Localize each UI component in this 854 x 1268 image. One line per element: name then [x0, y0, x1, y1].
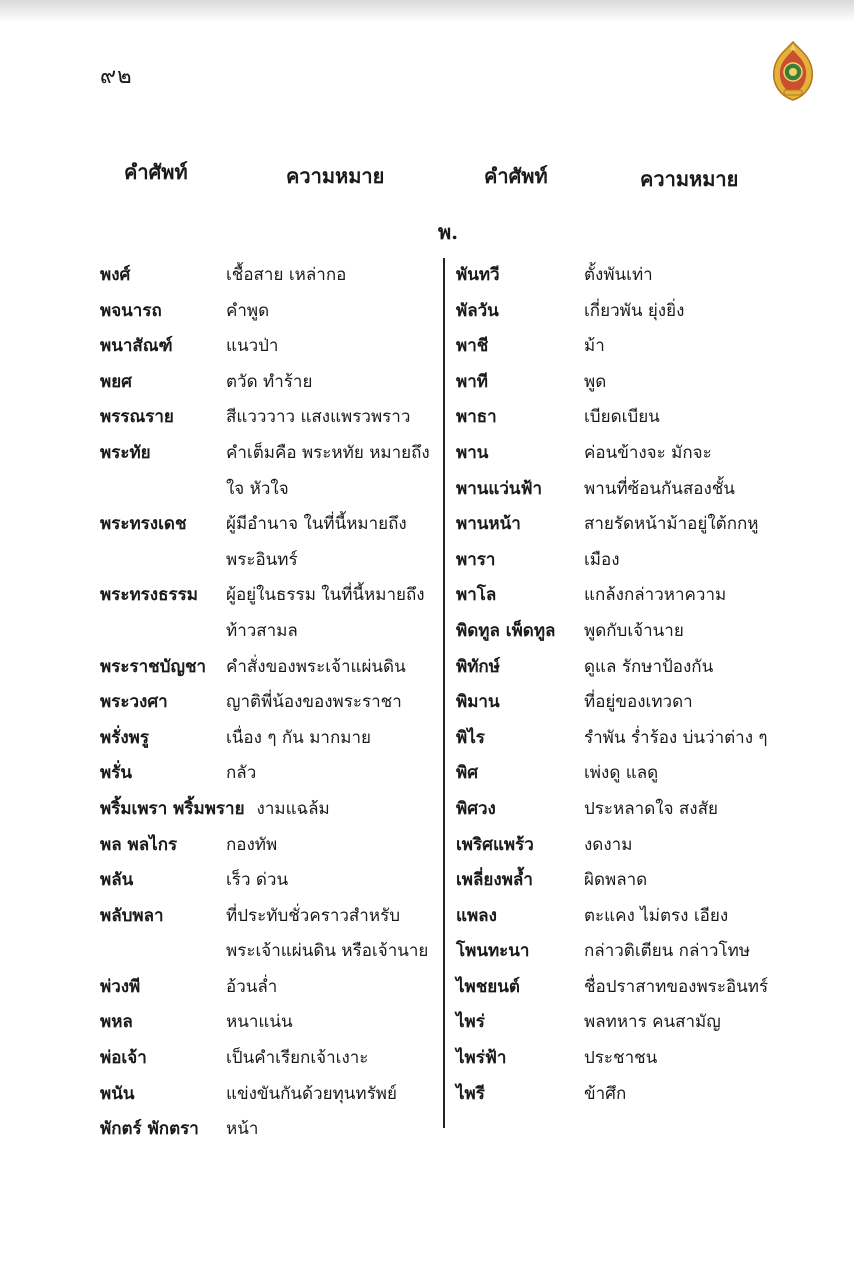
- entry-term: เพลี่ยงพล้ำ: [456, 870, 533, 891]
- entry-definition: ตั้งพันเท่า: [584, 265, 653, 285]
- entry-term: พจนารถ: [100, 300, 162, 321]
- entry-term: พัลวัน: [456, 300, 499, 321]
- entry-definition: คำสั่งของพระเจ้าแผ่นดิน: [226, 656, 406, 677]
- entry-definition: รำพัน ร่ำร้อง บ่นว่าต่าง ๆ: [584, 727, 768, 748]
- entry-definition: ประชาชน: [584, 1048, 658, 1069]
- glossary-entry: [100, 970, 440, 1006]
- entry-term: พระทรงเดช: [100, 514, 187, 535]
- entry-definition: เชื้อสาย เหล่ากอ: [226, 265, 347, 285]
- school-emblem-icon: [770, 40, 816, 102]
- glossary-entry: [100, 1112, 440, 1148]
- entry-term: พิดทูล เพ็ดทูล: [456, 620, 556, 641]
- entry-definition: สีแวววาว แสงแพรวพราว: [226, 407, 411, 428]
- entry-term: พนัน: [100, 1083, 135, 1104]
- left-column: [100, 258, 440, 1148]
- entry-term: พหล: [100, 1012, 133, 1033]
- glossary-entry: [456, 543, 846, 579]
- glossary-entry: [456, 507, 846, 543]
- header-right-term: คำศัพท์: [484, 164, 548, 188]
- header-left-meaning: ความหมาย: [286, 164, 385, 188]
- glossary-entry: [100, 258, 440, 294]
- entry-definition: กล่าวติเตียน กล่าวโทษ: [584, 941, 751, 962]
- glossary-entry: [100, 650, 440, 686]
- entry-definition: คำเต็มคือ พระหทัย หมายถึง: [226, 442, 430, 463]
- entry-definition: เบียดเบียน: [584, 407, 660, 428]
- entry-definition: อ้วนล่ำ: [226, 976, 278, 997]
- glossary-entry: [456, 721, 846, 757]
- entry-term: พารา: [456, 549, 496, 570]
- glossary-entry: [100, 507, 440, 578]
- entry-definition: เร็ว ด่วน: [226, 870, 289, 891]
- entry-definition: สายรัดหน้าม้าอยู่ใต้กกหู: [584, 514, 759, 535]
- entry-term: พิศวง: [456, 798, 496, 819]
- entry-term: พระทรงธรรม: [100, 585, 198, 606]
- entry-definition: พลทหาร คนสามัญ: [584, 1012, 721, 1033]
- glossary-entry: [100, 294, 440, 330]
- entry-term: พริ้มเพรา พริ้มพราย: [100, 798, 245, 819]
- glossary-entry: [100, 756, 440, 792]
- entry-term: พิทักษ์: [456, 656, 500, 677]
- glossary-entry: [100, 578, 440, 649]
- entry-term: พลับพลา: [100, 905, 164, 926]
- entry-definition: ใจ หัวใจ: [226, 478, 289, 499]
- entry-term: พล พลไกร: [100, 834, 178, 855]
- glossary-entry: [100, 1077, 440, 1113]
- entry-term: ไพรี: [456, 1083, 485, 1104]
- entry-definition: คำพูด: [226, 300, 270, 321]
- entry-term: ไพชยนต์: [456, 976, 520, 997]
- entry-definition: เนื่อง ๆ กัน มากมาย: [226, 727, 371, 748]
- entry-definition: พูดกับเจ้านาย: [584, 620, 684, 641]
- entry-term: พนาสัณฑ์: [100, 336, 173, 357]
- entry-term: พานแว่นฟ้า: [456, 478, 543, 499]
- entry-term: พ่อเจ้า: [100, 1048, 147, 1069]
- entry-definition: ชื่อปราสาทของพระอินทร์: [584, 976, 769, 997]
- glossary-entry: [100, 329, 440, 365]
- glossary-entry: [456, 614, 846, 650]
- entry-term: พ่วงพี: [100, 976, 141, 997]
- entry-term: พรั่งพรู: [100, 727, 149, 748]
- entry-definition: ค่อนข้างจะ มักจะ: [584, 442, 712, 463]
- entry-term: พระวงศา: [100, 692, 168, 713]
- glossary-entry: [456, 899, 846, 935]
- entry-definition: ข้าศึก: [584, 1083, 627, 1104]
- entry-term: พาที: [456, 371, 488, 392]
- entry-definition: งามแฉล้ม: [256, 798, 330, 819]
- entry-definition: เกี่ยวพัน ยุ่งยิ่ง: [584, 300, 685, 321]
- entry-definition: ตะแคง ไม่ตรง เอียง: [584, 905, 729, 926]
- entry-definition: ท้าวสามล: [226, 620, 298, 641]
- scan-top-edge: [0, 0, 854, 22]
- glossary-entry: [456, 578, 846, 614]
- entry-definition: แข่งขันกันด้วยทุนทรัพย์: [226, 1083, 397, 1104]
- glossary-entry: [456, 756, 846, 792]
- glossary-entry: [456, 650, 846, 686]
- entry-term: พรั่น: [100, 763, 132, 784]
- entry-term: ไพร่: [456, 1012, 485, 1033]
- glossary-entry: [100, 400, 440, 436]
- entry-definition: พานที่ซ้อนกันสองชั้น: [584, 478, 735, 499]
- entry-definition: ที่ประทับชั่วคราวสำหรับ: [226, 905, 400, 926]
- entry-definition: ตวัด ทำร้าย: [226, 371, 313, 392]
- entry-definition: กลัว: [226, 763, 257, 784]
- entry-definition: เป็นคำเรียกเจ้าเงาะ: [226, 1048, 369, 1069]
- entry-definition: งดงาม: [584, 834, 633, 855]
- glossary-entry: [100, 365, 440, 401]
- entry-term: เพริศแพร้ว: [456, 834, 534, 855]
- entry-definition: แกล้งกล่าวหาความ: [584, 585, 727, 606]
- entry-definition: เพ่งดู แลดู: [584, 763, 659, 784]
- glossary-entry: [100, 828, 440, 864]
- page-number: ๙๒: [100, 64, 133, 89]
- glossary-entry: [456, 329, 846, 365]
- entry-definition: หน้า: [226, 1119, 259, 1140]
- glossary-entry: [456, 1041, 846, 1077]
- glossary-entry: [456, 970, 846, 1006]
- entry-term: พักตร์ พักตรา: [100, 1119, 199, 1140]
- glossary-entry: [456, 472, 846, 508]
- glossary-entry: [100, 792, 440, 828]
- entry-term: พานหน้า: [456, 514, 521, 535]
- entry-term: พระทัย: [100, 442, 151, 463]
- entry-term: พิศ: [456, 763, 478, 784]
- entry-definition: ที่อยู่ของเทวดา: [584, 692, 693, 713]
- entry-term: พิไร: [456, 727, 485, 748]
- entry-definition: กองทัพ: [226, 834, 278, 855]
- section-letter: พ.: [438, 220, 459, 244]
- glossary-entry: [456, 828, 846, 864]
- entry-term: พาชี: [456, 336, 489, 357]
- glossary-entry: [456, 400, 846, 436]
- glossary-entry: [100, 721, 440, 757]
- entry-term: ไพร่ฟ้า: [456, 1048, 507, 1069]
- entry-definition: ผู้มีอำนาจ ในที่นี้หมายถึง: [226, 514, 407, 535]
- glossary-entry: [456, 1005, 846, 1041]
- entry-term: พาน: [456, 442, 489, 463]
- entry-term: พิมาน: [456, 692, 500, 713]
- entry-definition: ม้า: [584, 336, 605, 357]
- header-right-meaning: ความหมาย: [640, 167, 739, 191]
- glossary-entry: [100, 863, 440, 899]
- entry-definition: ญาติพี่น้องของพระราชา: [226, 692, 402, 713]
- right-column: [456, 258, 846, 1112]
- column-divider: [443, 258, 445, 1128]
- entry-definition: พระเจ้าแผ่นดิน หรือเจ้านาย: [226, 941, 429, 962]
- entry-term: พาโล: [456, 585, 497, 606]
- glossary-entry: [456, 792, 846, 828]
- glossary-entry: [456, 258, 846, 294]
- entry-definition: พูด: [584, 371, 607, 392]
- glossary-entry: [100, 436, 440, 507]
- glossary-entry: [456, 365, 846, 401]
- glossary-entry: [456, 436, 846, 472]
- entry-definition: ดูแล รักษาป้องกัน: [584, 656, 714, 677]
- glossary-entry: [100, 1005, 440, 1041]
- glossary-entry: [100, 899, 440, 970]
- entry-term: แพลง: [456, 905, 497, 926]
- entry-term: พระราชบัญชา: [100, 656, 207, 677]
- entry-term: พาธา: [456, 407, 497, 428]
- entry-definition: ผิดพลาด: [584, 870, 648, 891]
- glossary-entry: [456, 863, 846, 899]
- glossary-entry: [456, 294, 846, 330]
- entry-term: พันทวี: [456, 265, 500, 285]
- entry-term: พงศ์: [100, 265, 131, 285]
- header-left-term: คำศัพท์: [124, 160, 188, 184]
- entry-definition: เมือง: [584, 549, 620, 570]
- entry-definition: ประหลาดใจ สงสัย: [584, 798, 718, 819]
- entry-term: พลัน: [100, 870, 134, 891]
- glossary-entry: [456, 1077, 846, 1113]
- glossary-entry: [100, 1041, 440, 1077]
- glossary-entry: [100, 685, 440, 721]
- entry-definition: ผู้อยู่ในธรรม ในที่นี้หมายถึง: [226, 585, 425, 606]
- entry-definition: แนวป่า: [226, 336, 279, 357]
- entry-definition: หนาแน่น: [226, 1012, 293, 1033]
- entry-term: โพนทะนา: [456, 941, 530, 962]
- glossary-entry: [456, 685, 846, 721]
- glossary-entry: [456, 934, 846, 970]
- entry-definition: พระอินทร์: [226, 549, 298, 570]
- entry-term: พยศ: [100, 371, 132, 392]
- entry-term: พรรณราย: [100, 407, 174, 428]
